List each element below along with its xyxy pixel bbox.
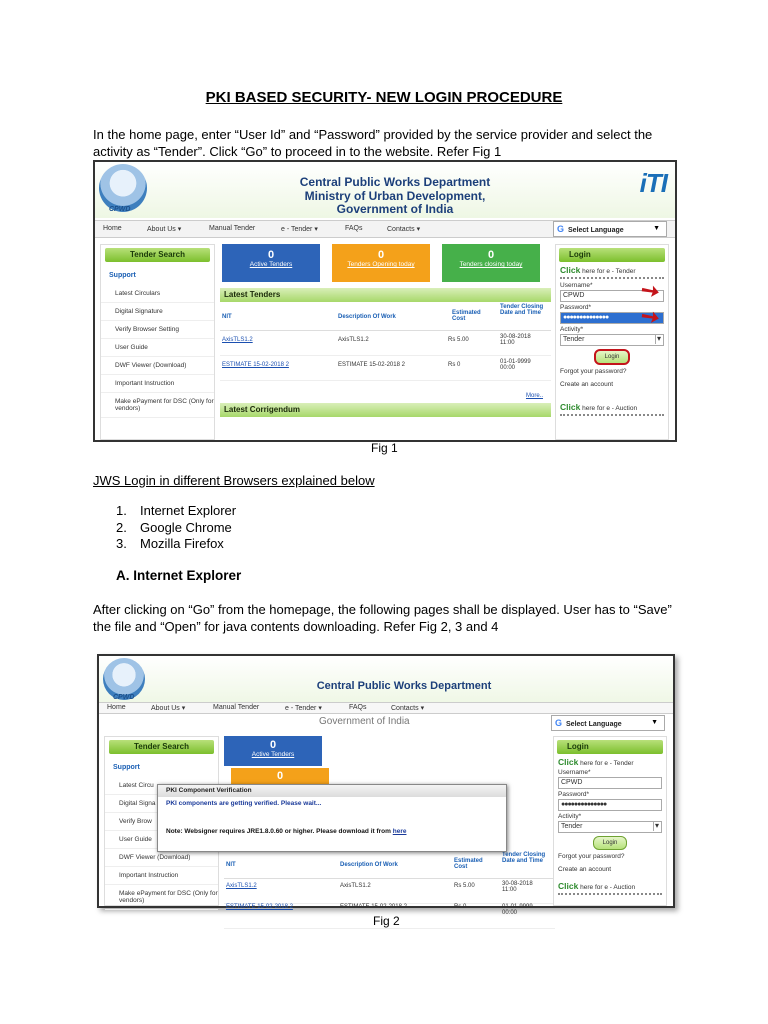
active-count: 0 <box>267 249 275 261</box>
document-title: PKI BASED SECURITY- NEW LOGIN PROCEDURE <box>205 89 563 106</box>
nit-link[interactable]: ESTIMATE 15-02-2018 2 <box>222 362 289 368</box>
red-arrow-icon: ➘ <box>635 301 665 333</box>
logo-text: CPWD <box>113 694 135 701</box>
closing-cell: 30-08-2018 11:00 <box>500 334 531 346</box>
list-item <box>116 503 236 520</box>
support-item[interactable]: Verify Browser Setting <box>101 321 214 339</box>
col-cost: Estimated Cost <box>454 858 483 870</box>
password-field[interactable]: ●●●●●●●●●●●●●● <box>560 312 664 324</box>
support-item[interactable]: Important Instruction <box>101 375 214 393</box>
tender-search-button[interactable]: Tender Search <box>105 248 210 262</box>
table-row <box>220 331 551 356</box>
nav-contacts[interactable]: Contacts ▾ <box>391 705 425 712</box>
cost-cell: Rs 0 <box>448 362 461 368</box>
forgot-password-link[interactable]: Forgot your password? <box>558 853 625 860</box>
closing-cell: 01-01-9999 00:00 <box>502 904 533 916</box>
nav-about[interactable]: About Us ▾ <box>151 705 186 712</box>
support-item[interactable]: User Guide <box>101 339 214 357</box>
figure-2-screenshot <box>97 654 675 916</box>
create-account-link[interactable]: Create an account <box>558 866 612 873</box>
department-faded: Government of India <box>319 716 410 727</box>
password-label: Password* <box>560 304 592 311</box>
dialog-title: PKI Component Verification <box>158 785 506 797</box>
click-word: Click <box>560 265 581 275</box>
section-a-paragraph: After clicking on “Go” from the homepage, the following pages shall be displayed. User has to “Save” the file and “Open” for java contents downloading. Refer Fig 2, 3 and 4 <box>93 602 672 634</box>
click-eauction-link[interactable] <box>560 402 664 412</box>
site-header <box>95 162 675 218</box>
support-item[interactable]: Important Instruction <box>105 867 218 885</box>
click-eauction-text: here for e - Auction <box>580 884 636 891</box>
support-item[interactable]: Digital Signa <box>105 795 218 813</box>
list-item <box>116 520 236 537</box>
opening-count: 0 <box>276 770 284 782</box>
active-tenders-link[interactable]: Active Tenders <box>251 751 295 758</box>
active-tenders-box[interactable] <box>222 244 320 282</box>
nav-faqs[interactable]: FAQs <box>345 225 363 232</box>
nav-home[interactable]: Home <box>107 704 126 711</box>
activity-label: Activity* <box>558 813 582 820</box>
cost-cell: Rs 5.00 <box>454 883 475 889</box>
list-item <box>116 536 236 553</box>
password-field[interactable]: ●●●●●●●●●●●●●● <box>558 799 662 811</box>
closing-cell: 01-01-9999 00:00 <box>500 359 531 371</box>
password-label: Password* <box>558 791 590 798</box>
pki-verification-dialog <box>157 784 507 852</box>
login-panel <box>555 244 669 440</box>
dept-line-2: Ministry of Urban Development, <box>304 188 486 203</box>
support-item[interactable]: User Guide <box>105 831 218 849</box>
cost-cell: Rs 5.00 <box>448 337 469 343</box>
list-number: 2. <box>116 519 127 535</box>
select-language-label: Select Language <box>566 721 622 728</box>
nav-manual-tender[interactable]: Manual Tender <box>209 225 256 232</box>
dept-line-1: Central Public Works Department <box>299 175 491 189</box>
list-text: Internet Explorer <box>140 503 237 518</box>
nav-manual-tender[interactable]: Manual Tender <box>213 704 260 711</box>
nit-link[interactable]: ESTIMATE 15-02-2018 2 <box>226 904 293 910</box>
latest-corrigendum-heading: Latest Corrigendum <box>220 403 551 417</box>
site-header <box>99 656 673 706</box>
click-etender-text: here for e - Tender <box>580 760 634 767</box>
intro-paragraph: In the home page, enter “User Id” and “Password” provided by the service provider and select the activity as “Tender”. Click “Go” to proceed in to the website. Refer Fig 1 <box>93 127 653 159</box>
login-heading: Login <box>559 248 665 262</box>
browsers-heading: JWS Login in different Browsers explained below <box>93 473 375 488</box>
nav-e-tender[interactable]: e - Tender ▾ <box>285 705 322 712</box>
tenders-table-header <box>220 302 551 331</box>
opening-today-box[interactable] <box>332 244 430 282</box>
select-language-label: Select Language <box>568 227 624 234</box>
list-text: Google Chrome <box>140 519 232 535</box>
list-number: 3. <box>116 536 127 551</box>
closing-cell: 30-08-2018 11:00 <box>502 881 533 893</box>
table-row <box>224 879 555 904</box>
username-field[interactable]: CPWD <box>560 290 664 302</box>
left-sidebar <box>100 244 215 440</box>
active-tenders-link[interactable]: Active Tenders <box>249 261 293 268</box>
opening-today-link[interactable]: Tenders Opening today <box>347 261 415 268</box>
click-eauction-link[interactable] <box>558 881 662 891</box>
iti-logo: iTI <box>639 168 667 198</box>
nit-link[interactable]: AxisTLS1.2 <box>222 337 253 343</box>
support-item[interactable]: Make ePayment for DSC (Only for vendors) <box>101 393 214 418</box>
col-nit: NIT <box>226 862 236 868</box>
login-button[interactable]: Login <box>593 836 627 850</box>
active-tenders-box[interactable] <box>224 736 322 766</box>
activity-label: Activity* <box>560 326 584 333</box>
more-link[interactable]: More.. <box>525 393 543 399</box>
click-etender-text: here for e - Tender <box>582 268 636 275</box>
divider <box>558 893 662 895</box>
support-item[interactable]: Make ePayment for DSC (Only for vendors) <box>105 885 218 910</box>
chevron-down-icon: ▼ <box>651 719 658 726</box>
browser-list <box>116 503 236 553</box>
support-item[interactable]: DWF Viewer (Download) <box>105 849 218 867</box>
username-label: Username* <box>558 769 591 776</box>
dialog-note <box>158 810 506 835</box>
nav-home[interactable]: Home <box>103 225 122 232</box>
section-a-heading: A. Internet Explorer <box>116 568 242 583</box>
col-cost: Estimated Cost <box>452 310 481 322</box>
desc-cell: AxisTLS1.2 <box>338 337 369 343</box>
table-row <box>220 356 551 381</box>
activity-select[interactable]: Tender ▾ <box>560 334 664 346</box>
support-item[interactable]: Latest Circu <box>105 777 218 795</box>
red-arrow-icon: ➘ <box>635 275 665 307</box>
username-field[interactable]: CPWD <box>558 777 662 789</box>
forgot-password-link[interactable]: Forgot your password? <box>560 368 627 375</box>
nav-contacts[interactable]: Contacts ▾ <box>387 226 421 233</box>
fig2-caption: Fig 2 <box>373 914 400 928</box>
click-word: Click <box>558 881 579 891</box>
cost-cell: Rs 0 <box>454 904 467 910</box>
support-item[interactable]: Latest Circulars <box>101 285 214 303</box>
create-account-link[interactable]: Create an account <box>560 381 614 388</box>
google-icon: G <box>557 224 565 234</box>
click-etender-link[interactable] <box>558 757 662 767</box>
select-language[interactable] <box>551 715 665 731</box>
divider <box>560 414 664 416</box>
nav-e-tender[interactable]: e - Tender ▾ <box>281 226 318 233</box>
nit-link[interactable]: AxisTLS1.2 <box>226 883 257 889</box>
col-closing: Tender Closing Date and Time <box>500 304 544 316</box>
tender-search-button[interactable]: Tender Search <box>109 740 214 754</box>
closing-today-box[interactable] <box>442 244 540 282</box>
click-word: Click <box>558 757 579 767</box>
login-panel <box>553 736 667 906</box>
click-word: Click <box>560 402 581 412</box>
list-text: Mozilla Firefox <box>140 536 224 551</box>
opening-count: 0 <box>377 249 385 261</box>
click-etender-link[interactable] <box>560 265 664 275</box>
list-number: 1. <box>116 503 127 518</box>
login-button[interactable]: Login <box>594 349 630 365</box>
latest-tenders-panel <box>220 288 551 440</box>
col-description: Description Of Work <box>340 862 398 868</box>
fig1-caption: Fig 1 <box>371 441 398 455</box>
closing-count: 0 <box>487 249 495 261</box>
nav-faqs[interactable]: FAQs <box>349 704 367 711</box>
latest-tenders-heading: Latest Tenders <box>220 288 551 302</box>
tenders-table-header <box>224 850 555 879</box>
col-closing: Tender Closing Date and Time <box>502 852 546 864</box>
download-here-link[interactable]: here <box>392 828 407 835</box>
dept-line-3: Government of India <box>336 202 454 216</box>
select-language[interactable] <box>553 221 667 237</box>
google-icon: G <box>555 718 563 728</box>
chevron-down-icon: ▼ <box>653 225 660 232</box>
username-label: Username* <box>560 282 593 289</box>
support-item[interactable]: Verify Brow <box>105 813 218 831</box>
active-count: 0 <box>269 739 277 751</box>
department-name <box>270 176 520 217</box>
cpwd-logo-icon <box>99 164 147 212</box>
activity-select[interactable]: Tender ▾ <box>558 821 662 833</box>
support-heading: Support <box>113 764 140 771</box>
support-heading: Support <box>109 272 136 279</box>
latest-tenders-panel <box>224 850 555 916</box>
figure-1-screenshot <box>93 160 677 442</box>
support-item[interactable]: DWF Viewer (Download) <box>101 357 214 375</box>
desc-cell: ESTIMATE 15-02-2018 2 <box>338 362 405 368</box>
col-description: Description Of Work <box>338 314 396 320</box>
logo-text: CPWD <box>109 206 131 213</box>
desc-cell: AxisTLS1.2 <box>340 883 371 889</box>
col-nit: NIT <box>222 314 232 320</box>
nav-bar <box>99 702 673 714</box>
closing-today-link[interactable]: Tenders closing today <box>459 261 523 268</box>
support-item[interactable]: Digital Signature <box>101 303 214 321</box>
click-eauction-text: here for e - Auction <box>582 405 638 412</box>
dialog-message: PKI components are getting verified. Please wait... <box>166 800 322 807</box>
nav-about[interactable]: About Us ▾ <box>147 226 182 233</box>
login-heading: Login <box>557 740 663 754</box>
department-name: Central Public Works Department <box>316 680 492 692</box>
desc-cell: ESTIMATE 15-02-2018 2 <box>340 904 407 910</box>
dialog-note-text: Note: Websigner requires JRE1.8.0.60 or higher. Please download it from <box>166 828 391 835</box>
